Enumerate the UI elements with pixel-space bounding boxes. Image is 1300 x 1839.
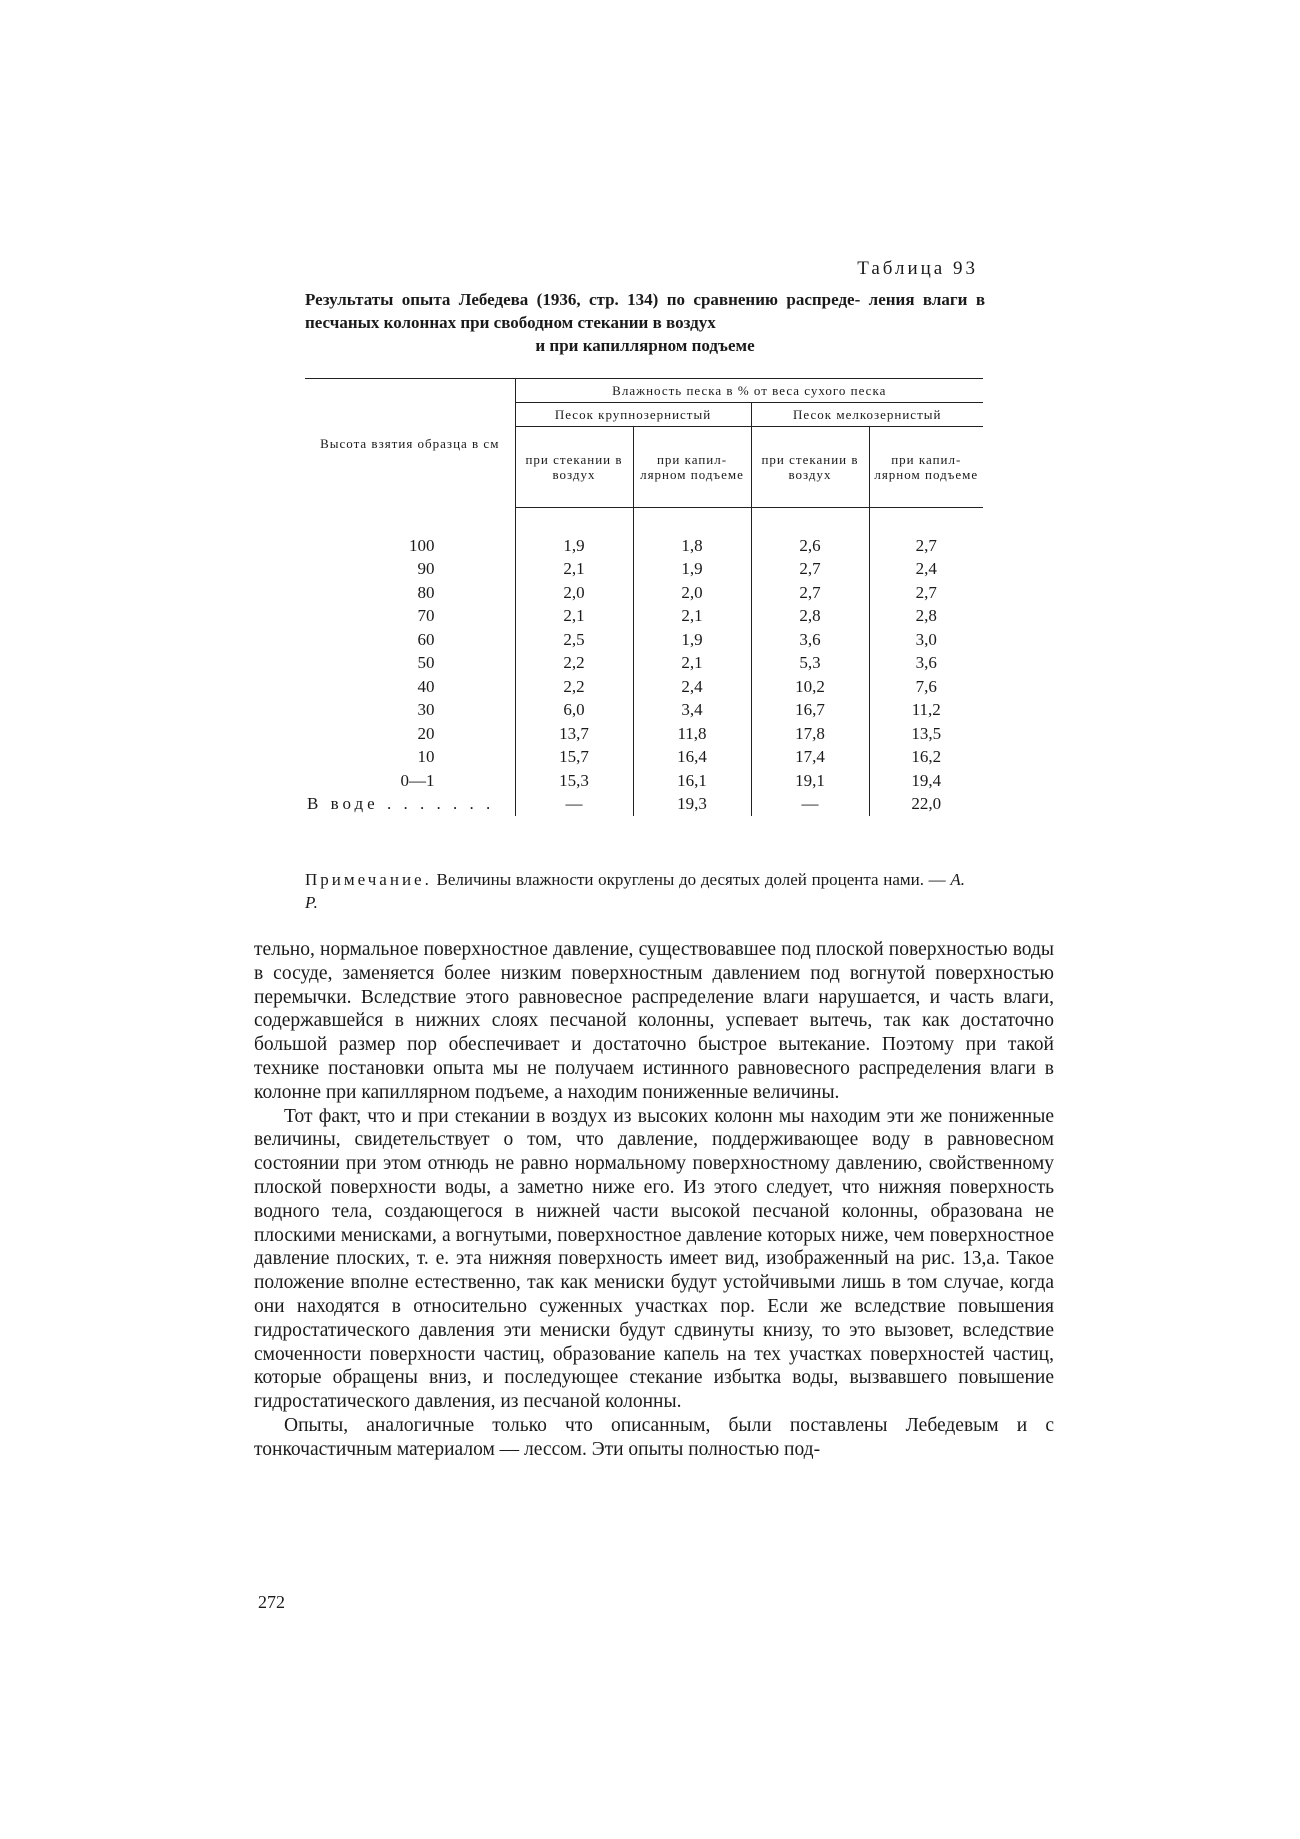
caption-line-2: ления влаги в песчаных колоннах при свободном стекании в воздух — [305, 290, 986, 332]
paragraph: Опыты, аналогичные только что описанным, были поставлены Лебедевым и с тонкочастичным материалом — лессом. Эти опыты полностью под- — [254, 1414, 1054, 1460]
cell-height: 90 — [417, 559, 435, 579]
cell-fine-capillary: 22,0 — [869, 793, 983, 817]
cell-fine-capillary: 2,7 — [869, 581, 983, 605]
cell-fine-capillary: 3,6 — [869, 652, 983, 676]
cell-height: 60 — [417, 629, 435, 649]
cell-height: 10 — [417, 747, 435, 767]
cell-fine-drain: 19,1 — [751, 769, 869, 793]
table-row — [305, 699, 983, 723]
cell-fine-drain: 2,8 — [751, 605, 869, 629]
table-note — [305, 868, 965, 914]
cell-coarse-capillary: 1,9 — [633, 628, 751, 652]
table-row — [305, 628, 983, 652]
cell-fine-drain: 2,7 — [751, 581, 869, 605]
cell-height: 30 — [417, 700, 435, 720]
cell-fine-drain: 2,6 — [751, 508, 869, 558]
cell-height: 70 — [417, 606, 435, 626]
cell-fine-drain: 5,3 — [751, 652, 869, 676]
cell-coarse-drain: 2,1 — [515, 605, 633, 629]
cell-fine-drain: — — [751, 793, 869, 817]
col-header-coarse-capillary: при капил-лярном подъеме — [633, 427, 751, 508]
note-text: Величины влажности округлены до десятых долей процента нами. — — [431, 870, 951, 889]
cell-coarse-drain: — — [515, 793, 633, 817]
cell-coarse-drain: 1,9 — [515, 508, 633, 558]
cell-coarse-capillary: 19,3 — [633, 793, 751, 817]
table-row — [305, 675, 983, 699]
cell-fine-capillary: 2,4 — [869, 558, 983, 582]
cell-fine-drain: 10,2 — [751, 675, 869, 699]
cell-coarse-capillary: 16,1 — [633, 769, 751, 793]
cell-height: В воде . . . . . . . — [307, 794, 495, 814]
cell-coarse-drain: 2,2 — [515, 652, 633, 676]
col-header-coarse-sand: Песок крупнозернистый — [515, 403, 751, 427]
note-author: А. Р. — [305, 870, 965, 912]
body-text — [254, 938, 1054, 1462]
cell-coarse-drain: 2,0 — [515, 581, 633, 605]
cell-coarse-drain: 2,1 — [515, 558, 633, 582]
table-row — [305, 558, 983, 582]
table-row — [305, 581, 983, 605]
table-row — [305, 769, 983, 793]
cell-height: 80 — [417, 582, 435, 602]
table-number: Таблица 93 — [857, 258, 978, 279]
caption-line-3: и при капиллярном подъеме — [535, 336, 755, 355]
table-row — [305, 508, 983, 558]
cell-height: 100 — [409, 535, 435, 555]
cell-fine-drain: 3,6 — [751, 628, 869, 652]
cell-fine-drain: 17,8 — [751, 722, 869, 746]
cell-coarse-drain: 15,7 — [515, 746, 633, 770]
table-row — [305, 652, 983, 676]
cell-coarse-drain: 13,7 — [515, 722, 633, 746]
cell-fine-capillary: 13,5 — [869, 722, 983, 746]
paragraph: Тот факт, что и при стекании в воздух из высоких колонн мы находим эти же пониженные величины, свидетельствует о том, что давление, поддерживающее воду в равновесном состоянии при этом отнюдь не равно нормальному поверхностному давлению, свойственному плоской поверхности воды, а заметно ниже его. Из этого следует, что нижняя поверхность водного тела, создающегося в нижней части высокой песчаной колонны, образована не плоскими менисками, а вогнутыми, поверхностное давление которых ниже, чем поверхностное давление плоских, т. е. эта нижняя поверхность имеет вид, изображенный на рис. 13,а. Такое положение вполне естественно, так как мениски будут устойчивыми лишь в том случае, когда они находятся в относительно суженных участках пор. Если же вследствие повышения гидростатического давления эти мениски будут сдвинуты книзу, то это вызовет, вследствие смоченности поверхности частиц, образование капель на тех участках поверхностей частиц, которые обращены вниз, и последующее стекание избытка воды, вызвавшего повышение гидростатического давления, из песчаной колонны. — [254, 1105, 1054, 1413]
table-caption — [305, 288, 985, 357]
cell-fine-capillary: 16,2 — [869, 746, 983, 770]
note-label: Примечание. — [305, 870, 432, 889]
cell-coarse-capillary: 2,1 — [633, 652, 751, 676]
col-header-fine-sand: Песок мелкозернистый — [751, 403, 983, 427]
col-header-fine-capillary: при капил-лярном подъеме — [869, 427, 983, 508]
cell-coarse-drain: 2,2 — [515, 675, 633, 699]
cell-fine-capillary: 7,6 — [869, 675, 983, 699]
paragraph: тельно, нормальное поверхностное давление, существовавшее под плоской поверхностью воды в сосуде, заменяется более низким поверхностным давлением под вогнутой поверхностью перемычки. Вследствие этого равновесное распределение влаги нарушается, и часть влаги, содержавшейся в нижних слоях песчаной колонны, успевает вытечь, так как достаточно большой размер пор обеспечивает и достаточно быстрое вытекание. Поэтому при такой технике постановки опыта мы не получаем истинного равновесного распределения влаги в колонне при капиллярном подъеме, а находим пониженные величины. — [254, 939, 1054, 1103]
cell-coarse-capillary: 16,4 — [633, 746, 751, 770]
cell-fine-capillary: 2,7 — [869, 508, 983, 558]
cell-coarse-drain: 2,5 — [515, 628, 633, 652]
cell-fine-drain: 17,4 — [751, 746, 869, 770]
table-row — [305, 793, 983, 817]
cell-height: 40 — [417, 676, 435, 696]
cell-coarse-drain: 15,3 — [515, 769, 633, 793]
cell-coarse-capillary: 1,8 — [633, 508, 751, 558]
cell-height: 50 — [417, 653, 435, 673]
page-number: 272 — [258, 1592, 285, 1612]
cell-coarse-capillary: 2,1 — [633, 605, 751, 629]
cell-height: 0—1 — [400, 770, 435, 790]
col-header-moisture: Влажность песка в % от веса сухого песка — [515, 379, 983, 403]
cell-coarse-capillary: 3,4 — [633, 699, 751, 723]
table-row — [305, 605, 983, 629]
col-header-fine-drain: при стекании в воздух — [751, 427, 869, 508]
cell-coarse-capillary: 2,4 — [633, 675, 751, 699]
cell-fine-capillary: 19,4 — [869, 769, 983, 793]
col-header-height: Высота взятия образца в см — [305, 379, 515, 508]
cell-fine-capillary: 11,2 — [869, 699, 983, 723]
table-row — [305, 746, 983, 770]
table-row — [305, 722, 983, 746]
caption-line-1: Результаты опыта Лебедева (1936, стр. 134) по сравнению распреде- — [305, 290, 861, 309]
cell-fine-drain: 2,7 — [751, 558, 869, 582]
col-header-coarse-drain: при стекании в воздух — [515, 427, 633, 508]
cell-fine-drain: 16,7 — [751, 699, 869, 723]
cell-fine-capillary: 3,0 — [869, 628, 983, 652]
cell-coarse-capillary: 11,8 — [633, 722, 751, 746]
cell-coarse-capillary: 2,0 — [633, 581, 751, 605]
cell-height: 20 — [417, 723, 435, 743]
moisture-table — [305, 378, 983, 816]
cell-coarse-capillary: 1,9 — [633, 558, 751, 582]
cell-coarse-drain: 6,0 — [515, 699, 633, 723]
cell-fine-capillary: 2,8 — [869, 605, 983, 629]
